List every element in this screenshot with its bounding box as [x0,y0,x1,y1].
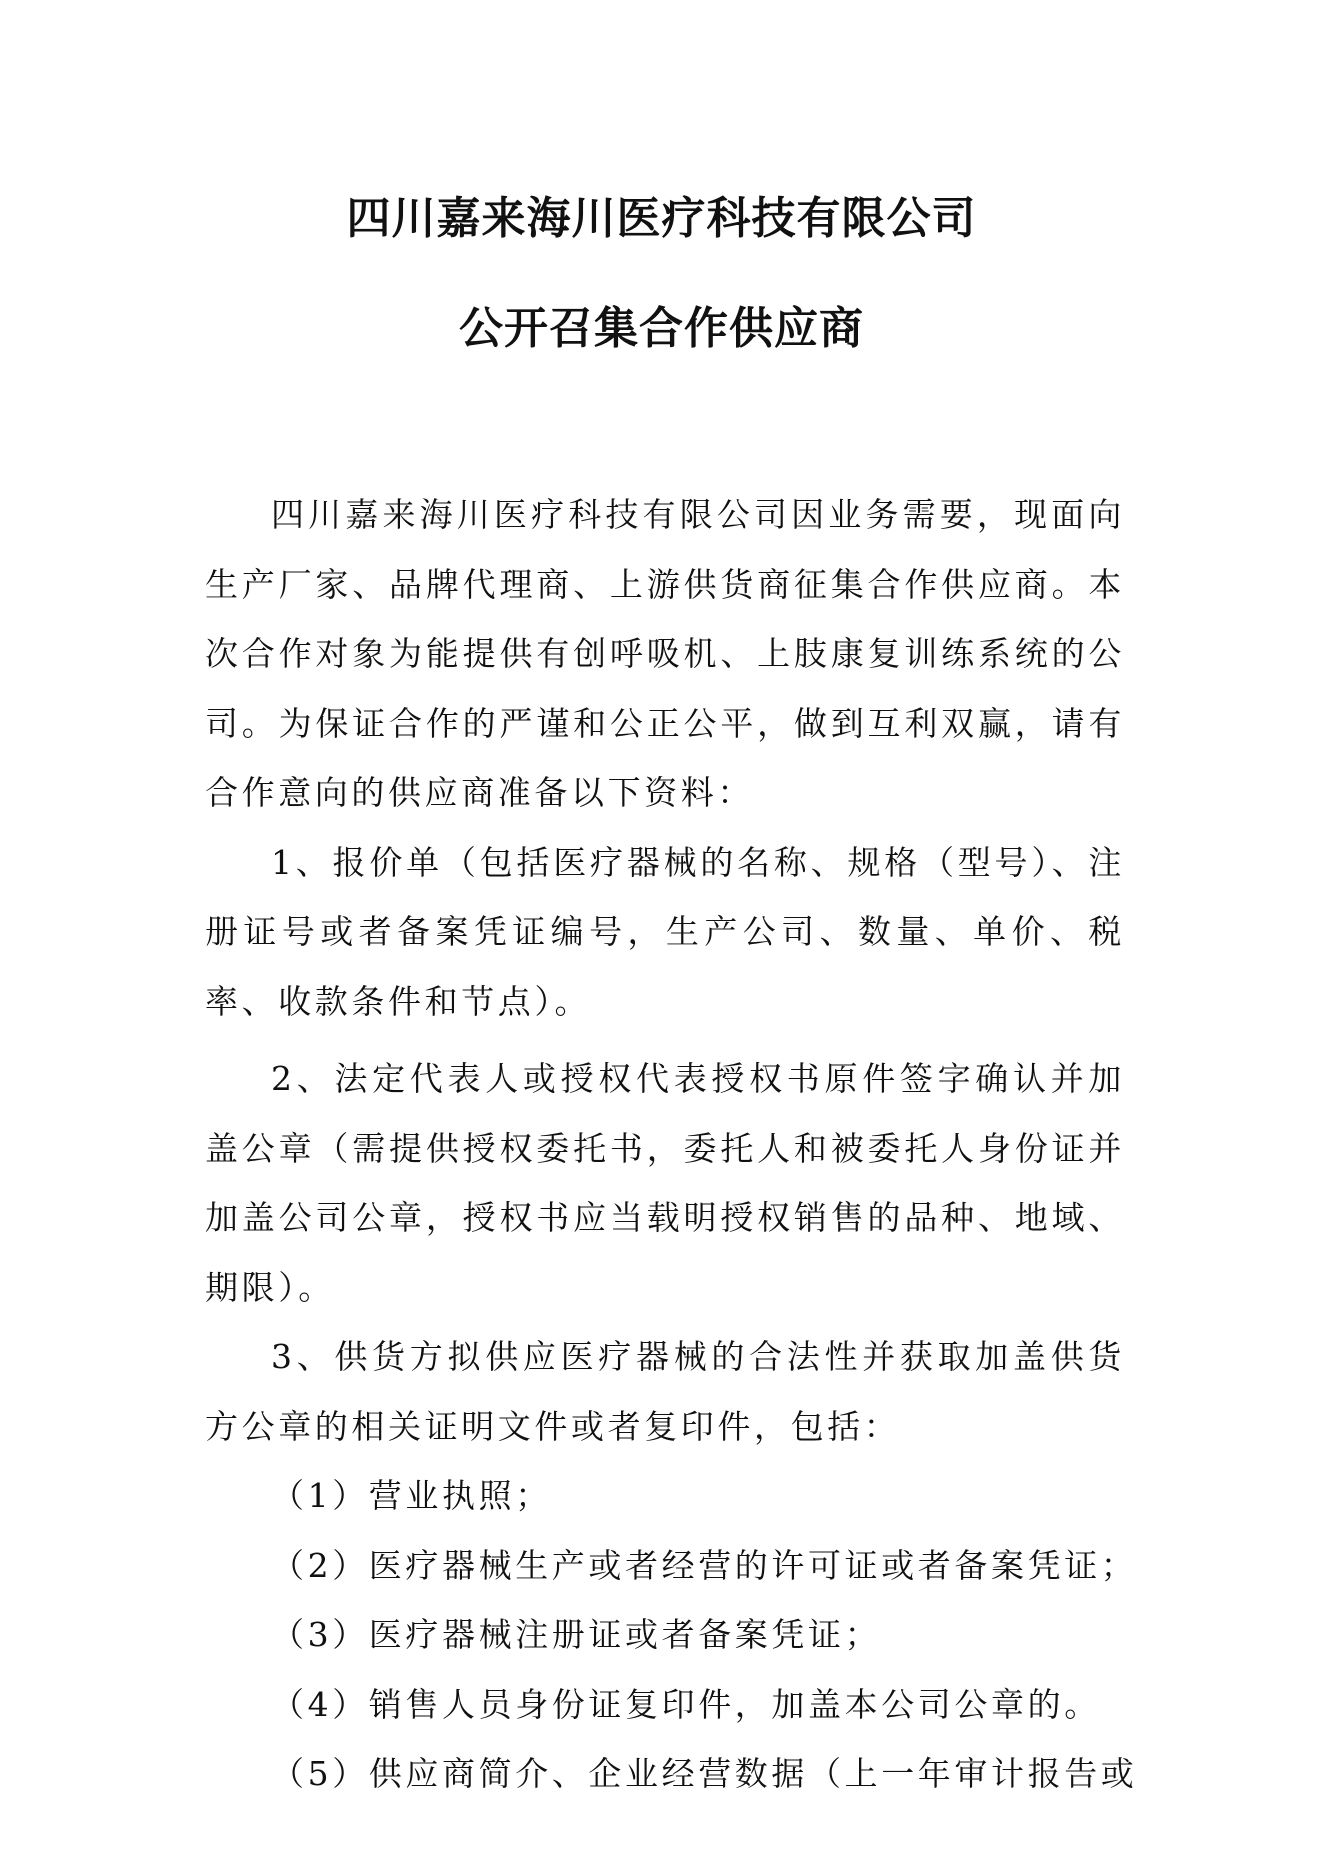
sub-item-2: （2）医疗器械生产或者经营的许可证或者备案凭证； [271,1545,1138,1585]
sub-item-5: （5）供应商简介、企业经营数据（上一年审计报告或 [271,1754,1138,1793]
requirement-1: 1、报价单（包括医疗器械的名称、规格（型号）、注册证号或者备案凭证编号，生产公司、数量、单价、税率、收款条件和节点）。 [205,842,1125,1021]
sub-item-3: （3）医疗器械注册证或者备案凭证； [271,1615,882,1654]
sub-item-4: （4）销售人员身份证复印件，加盖本公司公章的。 [271,1684,1101,1724]
requirement-3: 3、供货方拟供应医疗器械的合法性并获取加盖供货方公章的相关证明文件或者复印件，包括： [205,1337,1125,1446]
document-title: 四川嘉来海川医疗科技有限公司 [346,193,977,244]
intro-paragraph: 四川嘉来海川医疗科技有限公司因业务需要，现面向生产厂家、品牌代理商、上游供货商征集合作供应商。本次合作对象为能提供有创呼吸机、上肢康复训练系统的公司。为保证合作的严谨和公正公平，做到互利双赢，请有合作意向的供应商准备以下资料： [205,495,1125,812]
sub-item-1: （1）营业执照； [271,1476,552,1515]
document-body [205,480,1138,1809]
document-subtitle: 公开召集合作供应商 [459,303,864,354]
requirement-2: 2、法定代表人或授权代表授权书原件签字确认并加盖公章（需提供授权委托书，委托人和被委托人身份证并加盖公司公章，授权书应当载明授权销售的品种、地域、期限）。 [205,1059,1125,1307]
